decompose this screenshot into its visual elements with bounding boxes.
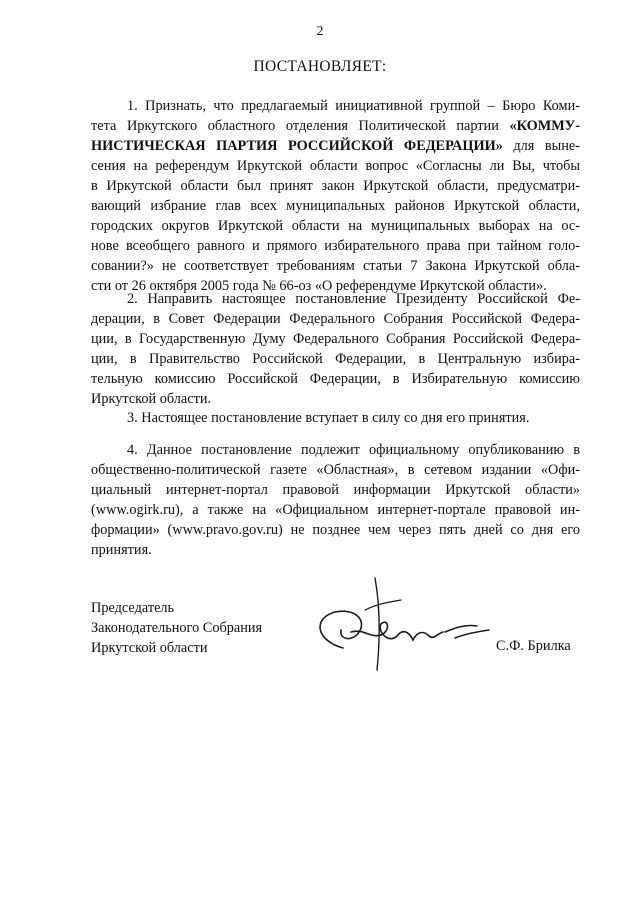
signer-name: С.Ф. Брилка [496, 638, 571, 654]
signer-title-line: Председатель [91, 600, 175, 616]
paragraph-line: дерации, в Совет Федерации Федерального Собрания Российской Федера- [91, 311, 580, 327]
paragraph-line: совании?» не соответствует требованиям статьи 7 Закона Иркутской обла- [91, 258, 580, 274]
paragraph-4 [91, 440, 580, 560]
handwritten-signature [305, 570, 495, 680]
paragraph-line: ции, в Государственную Думу Федерального Собрания Российской Федера- [91, 331, 580, 347]
paragraph-line: сения на референдум Иркутской области вопрос «Согласны ли Вы, чтобы [91, 158, 580, 174]
paragraph-line: 1. Признать, что предлагаемый инициативной группой – Бюро Коми- [127, 98, 580, 114]
resolution-heading: ПОСТАНОВЛЯЕТ: [253, 58, 387, 75]
paragraph-line: 3. Настоящее постановление вступает в силу со дня его принятия. [127, 410, 530, 426]
paragraph-line: 4. Данное постановление подлежит официальному опубликованию в [127, 442, 580, 458]
paragraph-3 [91, 408, 580, 428]
paragraph-line: в Иркутской области был принят закон Иркутской области, предусматри- [91, 178, 580, 194]
paragraph-line: 2. Направить настоящее постановление Президенту Российской Фе- [127, 291, 580, 307]
paragraph-line: тельную комиссию Российской Федерации, в Избирательную комиссию [91, 371, 580, 387]
paragraph-line: НИСТИЧЕСКАЯ ПАРТИЯ РОССИЙСКОЙ ФЕДЕРАЦИИ» для выне- [91, 138, 580, 154]
party-name-bold: «КОММУ- [509, 118, 580, 134]
paragraph-line: циальный интернет-портал правовой информации Иркутской области» [91, 482, 580, 498]
signer-title [91, 598, 262, 658]
paragraph-line: Иркутской области. [91, 391, 212, 407]
party-name-bold: НИСТИЧЕСКАЯ ПАРТИЯ РОССИЙСКОЙ ФЕДЕРАЦИИ» [91, 138, 503, 154]
paragraph-line: формации» (www.pravo.gov.ru) не позднее чем через пять дней со дня его [91, 522, 580, 538]
signer-title-line: Иркутской области [91, 640, 208, 656]
signer-title-line: Законодательного Собрания [91, 620, 263, 636]
paragraph-2 [91, 289, 580, 409]
page-number: 2 [316, 24, 324, 39]
paragraph-line: сти от 26 октября 2005 года № 66-оз «О референдуме Иркутской области». [91, 278, 547, 294]
paragraph-line: принятия. [91, 542, 152, 558]
paragraph-line: тета Иркутского областного отделения Политической партии «КОММУ- [91, 118, 580, 134]
paragraph-line: общественно-политической газете «Областная», в сетевом издании «Офи- [91, 462, 580, 478]
paragraph-1 [91, 96, 580, 296]
paragraph-line: нове всеобщего равного и прямого избирательного права при тайном голо- [91, 238, 580, 254]
paragraph-line: вающий избрание глав всех муниципальных районов Иркутской области, [91, 198, 580, 214]
paragraph-line: городских округов Иркутской области на муниципальных выборах на ос- [91, 218, 580, 234]
paragraph-line: ции, в Правительство Российской Федерации, в Центральную избира- [91, 351, 580, 367]
paragraph-line: (www.ogirk.ru), а также на «Официальном интернет-портале правовой ин- [91, 502, 580, 518]
